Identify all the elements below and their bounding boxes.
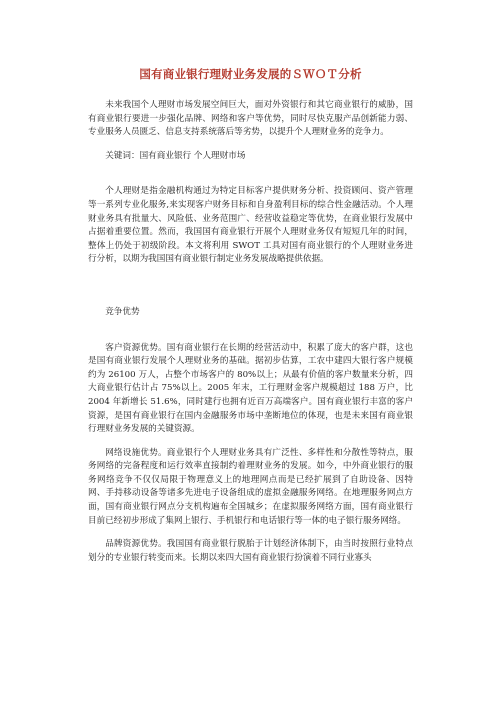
section-heading: 竞争优势	[105, 306, 140, 317]
customer-resources-paragraph: 客户资源优势。国有商业银行在长期的经营活动中，积累了庞大的客户群，这也是国有商业银行发展个人理财业务的基础。据初步估算，工农中建四大银行客户规模约为 26100 万人，占整个市场客户的 80%以上；从最有价值的客户数量来分析，四大商业银行估计占 75%以上。2005 年末，工行理财金客户规模超过 188 万户，比 2004 年新增长 51.6%，同时建行也拥有近百万高端客户。国有商业银行丰富的客户资源，是国有商业银行在国内金融服务市场中垄断地位的体现，也是未来国有商业银行理财业务发展的关键资源。	[88, 342, 413, 435]
spacer	[88, 267, 413, 306]
network-facilities-paragraph: 网络设施优势。商业银行个人理财业务具有广泛性、多样性和分散性等特点，服务网络的完备程度和运行效率直接制约着理财业务的发展。如今，中外商业银行的服务网络竞争不仅仅局限于物理意义上的地理网点而是已经扩展到了自助设备、因特网、手持移动设备等诸多先进电子设备组成的虚拟金融服务网络。在地理服务网点方面，国有商业银行网点分支机构遍布全国城乡；在虚拟服务网络方面，国有商业银行目前已经初步形成了集网上银行、手机银行和电话银行等一体的电子银行服务网络。	[88, 447, 413, 526]
brand-resources-paragraph: 品牌资源优势。我国国有商业银行脱胎于计划经济体制下，由当时按照行业特点划分的专业银行转变而来。长期以来四大国有商业银行扮演着不同行业寡头	[88, 539, 413, 563]
intro-paragraph: 个人理财是指金融机构通过为特定目标客户提供财务分析、投资顾问、资产管理等一系列专业化服务,来实现客户财务目标和自身盈利目标的综合性金融活动。个人理财业务具有批量大、风险低、业务范围广、经营收益稳定等优势，在商业银行发展中占据着重要位置。然而，我国国有商业银行开展个人理财业务仅有短短几年的时间，整体上仍处于初级阶段。本文将利用 SWOT 工具对国有商业银行的个人理财业务进行分析，以期为我国国有商业银行制定业务发展战略提供依据。	[88, 186, 413, 265]
document-title: 国有商业银行理财业务发展的ＳＷＯＴ分析	[139, 67, 362, 81]
spacer	[88, 528, 413, 538]
spacer	[88, 163, 413, 185]
abstract-paragraph: 未来我国个人理财市场发展空间巨大，面对外资银行和其它商业银行的威胁，国有商业银行要进一步强化品牌、网络和客户等优势，同时尽快克服产品创新能力弱、专业服务人员匮乏、信息支持系统落后等劣势，以提升个人理财业务的竞争力。	[88, 100, 413, 138]
spacer	[88, 437, 413, 447]
keywords-line: 关键词：国有商业银行 个人理财市场	[105, 150, 246, 161]
spacer	[88, 140, 413, 150]
spacer	[88, 320, 413, 342]
